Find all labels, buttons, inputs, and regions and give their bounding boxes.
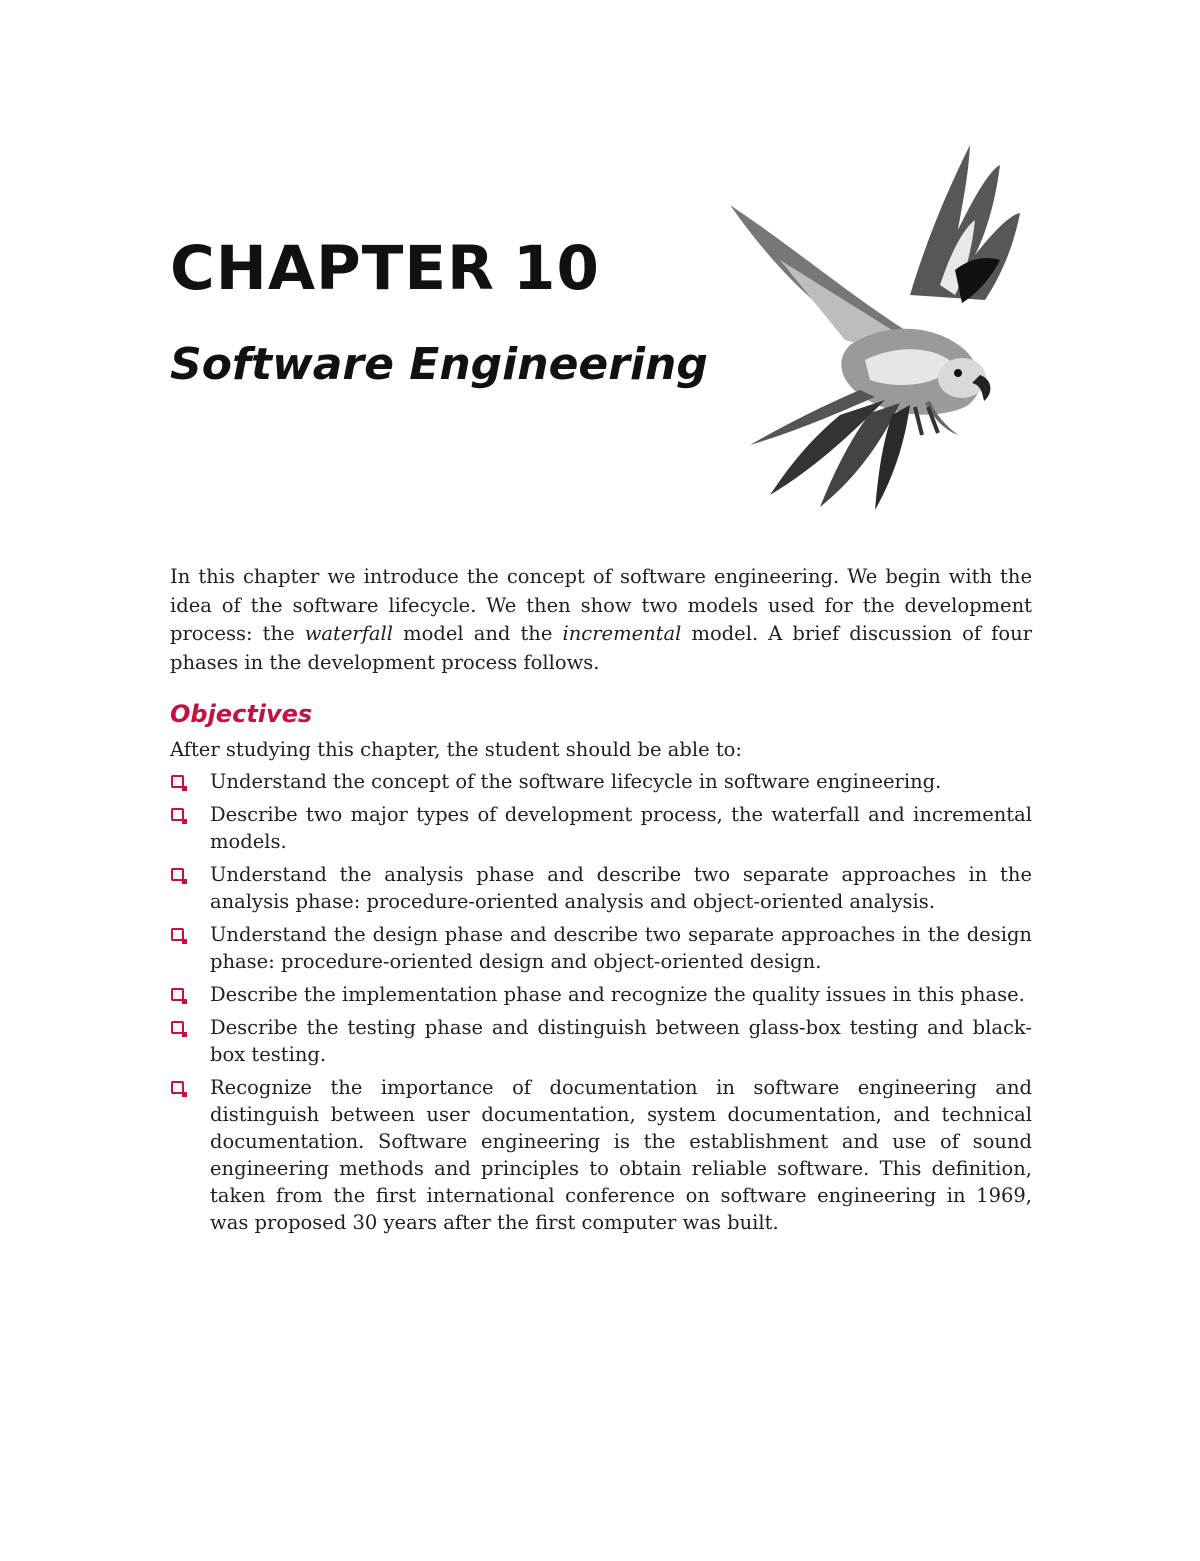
chapter-label [170,233,600,304]
objectives-list [170,768,1032,1242]
checkbox-bullet-icon [171,1021,184,1034]
list-item: Understand the concept of the software lifecycle in software engineering. [170,768,1032,795]
list-item: Describe the testing phase and distinguish between glass-box testing and black-box testing. [170,1014,1032,1068]
intro-paragraph: In this chapter we introduce the concept of software engineering. We begin with the idea of the software lifecycle. We then show two models used for the development process: the waterfall model and the incremental model. A brief discussion of four phases in the development process follows. [170,565,1033,674]
term-incremental: incremental [562,622,682,645]
checkbox-bullet-icon [171,868,184,881]
checkbox-bullet-icon [171,1081,184,1094]
list-item: Describe two major types of development process, the waterfall and incremental models. [170,801,1032,855]
checkbox-bullet-icon [171,988,184,1001]
list-item: Recognize the importance of documentation in software engineering and distinguish between user documentation, system documentation, and technical documentation. Software engineering is the establishment and use of sound engineering methods and principles to obtain reliable software. This definition, taken from the first international conference on software engineering in 1969, was proposed 30 years after the first computer was built. [170,1074,1032,1236]
chapter-number: 10 [513,233,600,304]
checkbox-bullet-icon [171,808,184,821]
objectives-heading: Objectives [170,700,313,728]
list-item: Describe the implementation phase and recognize the quality issues in this phase. [170,981,1032,1008]
list-item: Understand the analysis phase and describe two separate approaches in the analysis phase: procedure-oriented analysis and object-oriented analysis. [170,861,1032,915]
objectives-lead: After studying this chapter, the student should be able to: [170,738,742,761]
chapter-title: Software Engineering [170,339,708,390]
parrot-illustration-icon [700,135,1040,515]
checkbox-bullet-icon [171,928,184,941]
checkbox-bullet-icon [171,775,184,788]
list-item: Understand the design phase and describe two separate approaches in the design phase: procedure-oriented design and object-oriented design. [170,921,1032,975]
term-waterfall: waterfall [304,622,394,645]
chapter-word: CHAPTER [170,233,495,304]
